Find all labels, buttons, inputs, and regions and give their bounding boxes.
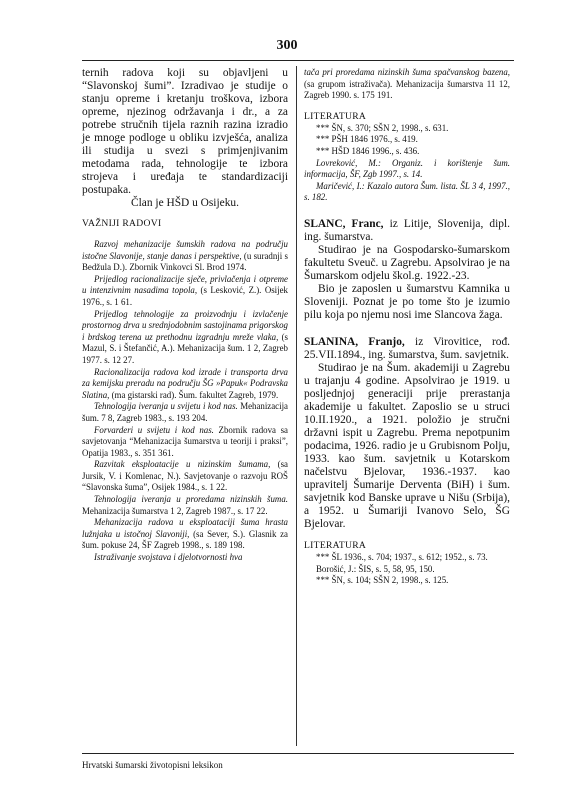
entry-name: SLANINA, Franjo, xyxy=(304,335,405,348)
work-title: Prijedlog tehnologije za proizvodnju i izvlačenje prostornog drva u srednjodobnim sastojinama prigorskog i brdskog terena uz prethodnu izgradnju mreže vlaka, xyxy=(82,308,288,342)
footer-title: Hrvatski šumarski životopisni leksikon xyxy=(82,760,223,770)
work-details: Mehanizacija šum. 7 8, Zagreb 1983., s. 193 204. xyxy=(82,401,288,423)
literature-item: *** PŠH 1846 1976., s. 419. xyxy=(316,134,418,145)
entry-headline xyxy=(304,218,510,244)
work-item xyxy=(82,274,288,309)
work-details: (sa grupom istraživača). Mehanizacija šumarstva 11 12, Zagreb 1990. s. 175 191. xyxy=(304,78,510,101)
work-item xyxy=(82,309,288,367)
literature-item: Lovreković, M.: Organiz. i korištenje šum. informacija, ŠF, Zgb 1997., s. 14. xyxy=(304,157,510,180)
works-heading: VAŽNIJI RADOVI xyxy=(82,218,162,229)
literature-item: *** HŠD 1846 1996., s. 436. xyxy=(316,145,420,156)
column-separator xyxy=(296,66,297,746)
literature-item: Borošić, J.: ŠIS, s. 5, 58, 95, 150. xyxy=(316,563,435,574)
entry-slanina xyxy=(304,336,510,587)
entry-slanc xyxy=(304,218,510,322)
header-rule xyxy=(82,60,514,61)
work-title: Racionalizacija radova kod izrade i transporta drva za kemijsku preradu na području ŠG »Papuk« Podravska Slatina, xyxy=(82,366,288,400)
work-title: Tehnologija iveranja u proredama nizinskih šuma. xyxy=(94,494,288,505)
work-title: Forvarderi u svijetu i kod nas. xyxy=(94,424,214,435)
entry-headline xyxy=(304,336,510,362)
right-column xyxy=(304,67,510,587)
work-item xyxy=(82,459,288,494)
work-item xyxy=(82,494,288,517)
work-continuation xyxy=(304,67,510,102)
entry-summary: iz Virovitice, rođ. 25.VII.1894., ing. šumarstva, šum. savjetnik. xyxy=(304,335,510,361)
work-item xyxy=(82,425,288,460)
left-column xyxy=(82,67,288,564)
work-details: (sa Sever, S.). Glasnik za šum. pokuse 24, ŠF Zagreb 1998., s. 189 198. xyxy=(82,528,288,551)
work-title: Mehanizacija radova u eksploataciji šuma hrasta lužnjaka u istočnoj Slavoniji, xyxy=(82,517,288,539)
literature-heading: LITERATURA xyxy=(304,539,367,551)
entry-continuation: ternih radova koji su objavljeni u “Slavonskoj šumi”. Izradivao je studije o stanju opreme i kretanju troškova, izbora opreme, njezinog održavanja i dr., a za potrebe stručnih tijela raznih razina izradio je mnoge podloge u obliku izvješća, analiza ili studija u svezi s primjenjivanim metodama rada, tehnologije te izbora strojeva i uređaja te standardizaciji postupaka. xyxy=(82,67,288,196)
entry-paragraph: Bio je zaposlen u šumarstvu Kamnika u Sloveniji. Poznat je po tome što je izumio pilu koja po njemu nosi ime Slancova žaga. xyxy=(304,282,510,321)
work-details: (ma gistarski rad). Šum. fakultet Zagreb, 1979. xyxy=(109,389,279,400)
work-details: (u suradnji s Bedžula D.). Zbornik Vinkovci Sl. Brod 1974. xyxy=(82,250,288,273)
literature-heading: LITERATURA xyxy=(304,110,367,122)
work-title: tača pri proredama nizinskih šuma spačvanskog bazena, xyxy=(304,67,510,77)
work-title: Razvoj mehanizacije šumskih radova na području istočne Slavonije, stanje danas i perspektive, xyxy=(82,239,288,261)
work-details: Mehanizacija šumarstva 1 2, Zagreb 1987., s. 17 22. xyxy=(82,505,268,516)
work-details: (s Lesković, Z.). Osijek 1976., s. 1 61. xyxy=(82,285,288,307)
work-item xyxy=(82,401,288,424)
work-item xyxy=(82,552,288,564)
entry-paragraph: Studirao je na Šum. akademiji u Zagrebu u trajanju 4 godine. Apsolvirao je 1919. u posljednjoj generaciji prije prerastanja akademije u fakultet. Zaposlio se u struci 10.II.1920., a 1921. položio je stručni državni ispit u Zagrebu. Prema nepotpunim podacima, 1926. radio je u Grubisnom Polju, 1933. kao šum. savjetnik u Kotarskom načelstvu Bjelovar, 1936.-1937. kao upravitelj Šumarije Derventa (BiH) i šum. savjetnik kod Banske uprave u Nišu (Srbija), a 1952. u Šumariji Ivanovo Selo, ŠG Bjelovar. xyxy=(304,361,510,530)
work-details: (s Mazul, S. i Štefančić, A.). Mehanizacija šum. 1 2, Zagreb 1977. s. 12 27. xyxy=(82,331,288,365)
work-title: Prijedlog racionalizacije sječe, privlačenja i otpreme u intenzivnim nasadima topola, xyxy=(82,273,288,296)
work-item xyxy=(82,367,288,402)
work-details: Zbornik radova sa savjetovanja “Mehanizacija šumarstva u teoriji i praksi”, Opatija 1983., s. 351 361. xyxy=(82,424,288,458)
works-list xyxy=(82,239,288,564)
work-title: Istraživanje svojstava i djelotvornosti hva xyxy=(94,552,243,563)
work-details: (sa Jursik, V. i Komlenac, N.). Savjetovanje o razvoju ROŠ “Slavonska šuma”, Osijek 1984., s. 1 22. xyxy=(82,459,288,493)
literature-item: *** ŠL 1936., s. 704; 1937., s. 612; 1952., s. 73. xyxy=(316,551,488,562)
literature-item: *** ŠN, s. 104; SŠN 2, 1998., s. 125. xyxy=(316,575,449,586)
work-title: Tehnologija iveranja u svijetu i kod nas. xyxy=(94,401,238,412)
literature-list xyxy=(304,123,510,204)
work-title: Razvitak eksploatacije u nizinskim šumama, xyxy=(94,459,271,470)
membership-note: Član je HŠD u Osijeku. xyxy=(131,197,239,209)
literature-item: Maričević, I.: Kazalo autora Šum. lista. ŠL 3 4, 1997., s. 182. xyxy=(304,180,510,203)
literature-item: *** ŠN, s. 370; SŠN 2, 1998., s. 631. xyxy=(316,122,449,133)
entry-name: SLANC, Franc, xyxy=(304,217,384,230)
footer-rule xyxy=(82,753,514,754)
work-item xyxy=(82,517,288,552)
entry-paragraph: Studirao je na Gospodarsko-šumarskom fakultetu Sveuč. u Zagrebu. Apsolvirao je na Šumarskom odjelu škol.g. 1922.-23. xyxy=(304,243,510,282)
work-item xyxy=(82,239,288,274)
page-number: 300 xyxy=(276,38,298,53)
entry-summary: iz Litije, Slovenija, dipl. ing. šumarstva. xyxy=(304,217,510,243)
